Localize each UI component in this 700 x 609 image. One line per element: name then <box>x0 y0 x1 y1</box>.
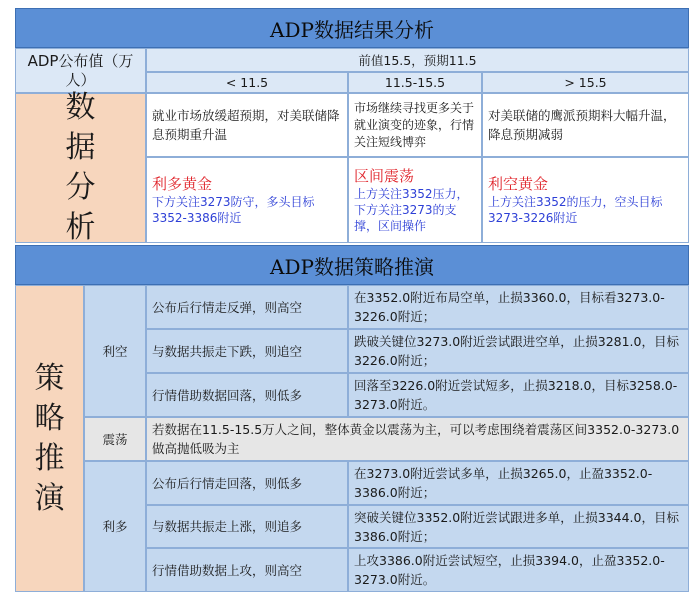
group-range-label: 震荡 <box>84 417 146 461</box>
signal-bearish-detail: 上方关注3352的压力，空头目标3273-3226附近 <box>488 195 663 225</box>
adp-value-label: ADP公布值（万人） <box>15 48 146 93</box>
signal-bullish <box>146 157 348 243</box>
analysis-title: ADP数据结果分析 <box>270 17 434 42</box>
bearish-scenario-2: 与数据共振走下跌，则追空 <box>146 329 348 373</box>
bearish-plan-3: 回落至3226.0附近尝试短多，止损3218.0，目标3258.0-3273.0附近。 <box>348 373 689 417</box>
bullish-scenario-2: 与数据共振走上涨，则追多 <box>146 505 348 548</box>
signal-bearish-title: 利空黄金 <box>488 175 549 193</box>
signal-bearish <box>482 157 689 243</box>
range-high: > 15.5 <box>482 72 689 93</box>
strategy-label: 策 略 推 演 <box>15 285 84 592</box>
strategy-header <box>15 245 689 285</box>
bullish-scenario-1: 公布后行情走回落，则低多 <box>146 461 348 505</box>
strategy-title: ADP数据策略推演 <box>270 254 434 279</box>
signal-range <box>348 157 482 243</box>
bullish-plan-3: 上攻3386.0附近尝试短空，止损3394.0，止盈3352.0-3273.0附近。 <box>348 548 689 592</box>
group-bullish-label: 利多 <box>84 461 146 592</box>
prev-expect-cell: 前值15.5，预期11.5 <box>146 48 689 72</box>
analysis-low: 就业市场放缓超预期，对美联储降息预期重升温 <box>146 93 348 157</box>
group-bearish-label: 利空 <box>84 285 146 417</box>
bearish-plan-1: 在3352.0附近布局空单，止损3360.0，目标看3273.0-3226.0附近； <box>348 285 689 329</box>
signal-bullish-title: 利多黄金 <box>152 175 213 193</box>
analysis-high: 对美联储的鹰派预期料大幅升温，降息预期减弱 <box>482 93 689 157</box>
range-low: < 11.5 <box>146 72 348 93</box>
signal-range-detail: 上方关注3352压力，下方关注3273的支撑，区间操作 <box>354 187 469 233</box>
data-analysis-label: 数 据 分 析 <box>15 93 146 243</box>
bearish-plan-2: 跌破关键位3273.0附近尝试跟进空单，止损3281.0，目标3226.0附近； <box>348 329 689 373</box>
bearish-scenario-3: 行情借助数据回落，则低多 <box>146 373 348 417</box>
signal-bullish-detail: 下方关注3273防守，多头目标3352-3386附近 <box>152 195 315 225</box>
signal-range-title: 区间震荡 <box>354 167 415 185</box>
range-plan: 若数据在11.5-15.5万人之间，整体黄金以震荡为主，可以考虑围绕着震荡区间3352.0-3273.0做高抛低吸为主 <box>146 417 689 461</box>
bullish-plan-1: 在3273.0附近尝试多单，止损3265.0，止盈3352.0-3386.0附近； <box>348 461 689 505</box>
analysis-header <box>15 8 689 48</box>
bullish-plan-2: 突破关键位3352.0附近尝试跟进多单，止损3344.0，目标3386.0附近； <box>348 505 689 548</box>
analysis-mid: 市场继续寻找更多关于就业演变的迹象，行情关注短线博弈 <box>348 93 482 157</box>
bearish-scenario-1: 公布后行情走反弹，则高空 <box>146 285 348 329</box>
range-mid: 11.5-15.5 <box>348 72 482 93</box>
bullish-scenario-3: 行情借助数据上攻，则高空 <box>146 548 348 592</box>
